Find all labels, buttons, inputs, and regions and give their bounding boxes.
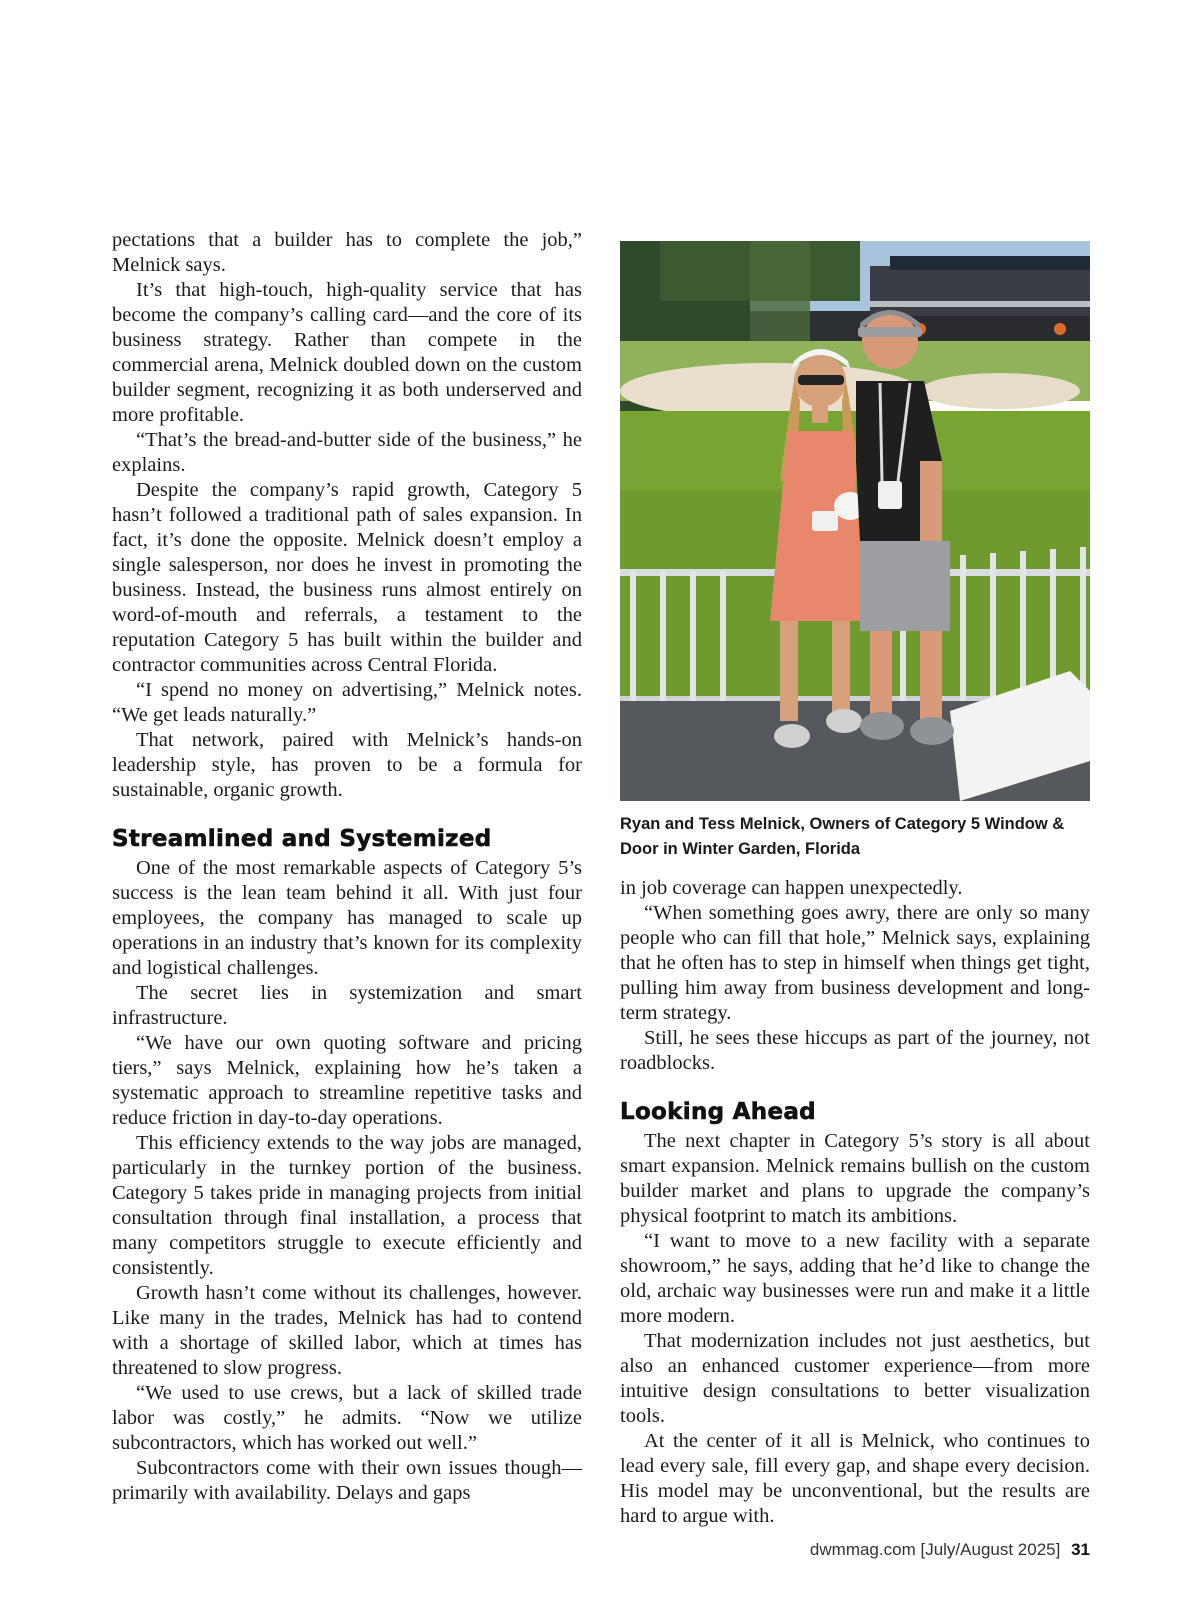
paragraph: Still, he sees these hiccups as part of the journey, not roadblocks.: [620, 1027, 1090, 1074]
photo-caption: Ryan and Tess Melnick, Owners of Category 5 Window & Door in Winter Garden, Florida: [620, 815, 1065, 858]
right-column: [620, 876, 1090, 1529]
paragraph: “We have our own quoting software and pricing tiers,” says Melnick, explaining how he’s taken a systematic approach to streamline repetitive tasks and reduce friction in day-to-day operations.: [112, 1032, 582, 1129]
paragraph: One of the most remarkable aspects of Category 5’s success is the lean team behind it all. With just four employees, the company has managed to scale up operations in an industry that’s known for its complexity and logistical challenges.: [112, 857, 582, 979]
footer-issue: [July/August 2025]: [920, 1540, 1061, 1559]
left-column: [112, 228, 582, 1506]
paragraph: This efficiency extends to the way jobs are managed, particularly in the turnkey portion of the business. Category 5 takes pride in managing projects from initial consultation through final installation, a process that many competitors struggle to execute efficiently and consistently.: [112, 1132, 582, 1279]
paragraph: Despite the company’s rapid growth, Category 5 hasn’t followed a traditional path of sales expansion. In fact, it’s done the opposite. Melnick doesn’t employ a single salesperson, nor does he invest in promoting the business. Instead, the business runs almost entirely on word-of-mouth and referrals, a testament to the reputation Category 5 has built within the builder and contractor communities across Central Florida.: [112, 479, 582, 676]
footer-site: dwmmag.com: [809, 1540, 916, 1559]
section-heading-streamlined: Streamlined and Systemized: [112, 826, 492, 852]
paragraph: Growth hasn’t come without its challenges, however. Like many in the trades, Melnick has had to contend with a shortage of skilled labor, which at times has threatened to slow progress.: [112, 1282, 582, 1379]
paragraph: That modernization includes not just aesthetics, but also an enhanced customer experience—from more intuitive design consultations to better visualization tools.: [620, 1330, 1090, 1427]
paragraph: “When something goes awry, there are only so many people who can fill that hole,” Melnick says, explaining that he often has to step in himself when things get tight, pulling him away from business development and long-term strategy.: [620, 902, 1090, 1024]
paragraph: Subcontractors come with their own issues though—primarily with availability. Delays and gaps: [112, 1457, 582, 1504]
paragraph: “I want to move to a new facility with a separate showroom,” he says, adding that he’d like to change the old, archaic way businesses were run and make it a little more modern.: [620, 1230, 1090, 1327]
paragraph: in job coverage can happen unexpectedly.: [620, 877, 963, 899]
paragraph: The next chapter in Category 5’s story is all about smart expansion. Melnick remains bullish on the custom builder market and plans to upgrade the company’s physical footprint to match its ambitions.: [620, 1130, 1090, 1227]
article-photo: [620, 241, 1090, 801]
paragraph: “I spend no money on advertising,” Melnick notes. “We get leads naturally.”: [112, 679, 582, 726]
page-footer: [810, 1540, 1090, 1560]
paragraph: The secret lies in systemization and smart infrastructure.: [112, 982, 582, 1029]
paragraph: It’s that high-touch, high-quality service that has become the company’s calling card—and the core of its business strategy. Rather than compete in the commercial arena, Melnick doubled down on the custom builder segment, recognizing it as both underserved and more profitable.: [112, 279, 582, 426]
photo-illustration: [620, 241, 1090, 801]
paragraph: At the center of it all is Melnick, who continues to lead every sale, fill every gap, and shape every decision. His model may be unconventional, but the results are hard to argue with.: [620, 1430, 1090, 1527]
paragraph: “That’s the bread-and-butter side of the business,” he explains.: [112, 429, 582, 476]
section-heading-looking-ahead: Looking Ahead: [620, 1099, 816, 1125]
paragraph: pectations that a builder has to complete the job,” Melnick says.: [112, 229, 582, 276]
paragraph: “We used to use crews, but a lack of skilled trade labor was costly,” he admits. “Now we utilize subcontractors, which has worked out well.”: [112, 1382, 582, 1454]
page-number: 31: [1071, 1540, 1090, 1559]
paragraph: That network, paired with Melnick’s hands-on leadership style, has proven to be a formula for sustainable, organic growth.: [112, 729, 582, 801]
